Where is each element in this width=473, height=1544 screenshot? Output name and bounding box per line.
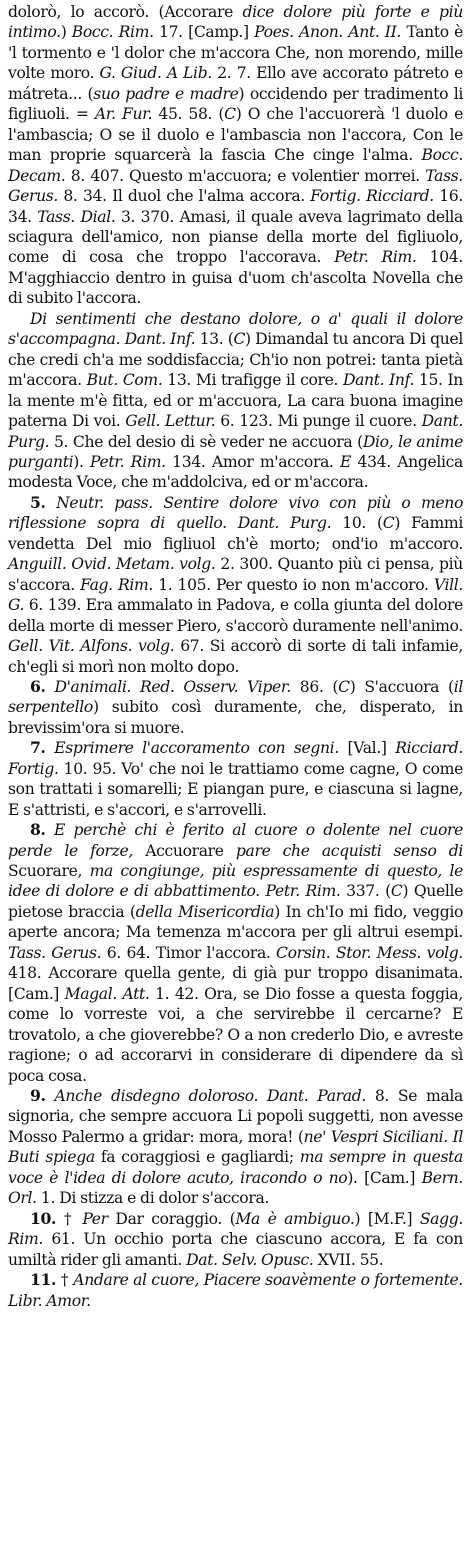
text-run: 2. 7. Ello ave accorato pátreto e mátreta... (: [8, 64, 463, 103]
italic-run: Dant. Purg.: [8, 412, 463, 451]
text-run: 61. Un occhio porta che ciascuno accora, E fa con umiltà rider gli amanti.: [8, 1230, 463, 1269]
text-run: 1. 105. Per questo io non m'accoro.: [153, 575, 434, 594]
text-run: 2. 300. Quanto più ci pensa, più s'accora.: [8, 555, 463, 594]
italic-run: Tass. Dial.: [37, 207, 116, 226]
italic-run: ne' Vespri Siciliani. Il Buti spiega: [8, 1127, 464, 1167]
text-run: XVII. 55.: [313, 1250, 384, 1269]
italic-run: Per: [82, 1209, 108, 1228]
italic-run: pare che acquisti senso di: [235, 841, 463, 860]
text-run: 434. Angelica modesta Voce, che m'addolciva, ed or m'accora.: [8, 452, 463, 492]
text-run: 13. Mi trafigge il core.: [162, 371, 343, 390]
italic-run: Anche disdegno doloroso. Dant. Parad.: [54, 1087, 366, 1106]
text-run: 337. (: [340, 882, 391, 901]
sense-number: 6.: [30, 676, 46, 696]
text-run: 8. Se mala signoria, che sempre accuora Li popoli suggetti, non avesse Mosso Palermo a gridar: mora, mora! (: [8, 1087, 463, 1146]
text-run: 1. Di stizza e di dolor s'accora.: [36, 1189, 269, 1208]
italic-run: ma congiunge, più espressamente di questo, le idee di dolore e di abbattimento. Petr. Rim.: [8, 862, 463, 901]
italic-run: Anguill. Ovid. Metam. volg.: [8, 555, 216, 574]
sense-number: 10.: [30, 1208, 57, 1228]
italic-run: C: [338, 677, 350, 696]
text-run: 104. M'agghiaccio dentro in guisa d'uom ch'ascolta Novella che di subito l'accora.: [8, 248, 463, 308]
italic-run: E perchè chi è ferito al cuore o dolente nel cuore perde le forze,: [8, 821, 463, 860]
text-run: 418. Accorare quella gente, di già pur troppo disanimata. [Cam.]: [8, 964, 463, 1003]
text-run: fa coraggiosi e gagliardi;: [94, 1148, 300, 1167]
text-run: dolorò, lo accorò. (Accorare: [8, 3, 243, 21]
text-run: ) occidendo per tradimento li figliuoli. =: [8, 84, 463, 124]
entry-paragraph: [8, 309, 463, 493]
italic-run: Vill. G.: [8, 575, 463, 615]
text-run: [Val.]: [338, 739, 396, 758]
italic-run: D'animali. Red. Osserv. Viper.: [54, 677, 291, 696]
text-run: ) O che l'accuorerà 'l duolo e l'ambascia; O se il duolo e l'ambascia non l'accora, Con le man proprie squarcerà la fascia Che cinge l'alma.: [8, 105, 463, 165]
italic-run: C: [390, 882, 403, 901]
sense-number: 7.: [30, 738, 46, 758]
text-run: Dar coraggio. (: [107, 1209, 236, 1228]
text-run: ) In ch'Io mi fido, veggio aperte ancora; Ma temenza m'accora per gli altrui esempi.: [8, 902, 463, 942]
text-run: Scuorare,: [8, 862, 90, 881]
italic-run: Petr. Rim.: [90, 452, 166, 471]
text-run: 134. Amor m'accora.: [165, 452, 341, 471]
italic-run: Gell. Lettur.: [125, 412, 216, 431]
text-run: 8. 34. Il duol che l'alma accora.: [58, 187, 311, 206]
italic-run: Sagg. Rim.: [8, 1209, 463, 1249]
sense-paragraph: [8, 677, 463, 738]
text-run: †: [60, 1271, 74, 1290]
text-run: 10. (: [331, 514, 383, 533]
text-run: 6. 123. Mi punge il cuore.: [215, 412, 422, 431]
sense-paragraph: [8, 493, 463, 677]
text-run: ) [M.F.]: [354, 1209, 420, 1228]
italic-run: Dio, le anime purganti: [8, 432, 463, 471]
sense-paragraph: [8, 1209, 463, 1270]
italic-run: Dat. Selv. Opusc.: [186, 1250, 314, 1269]
italic-run: Di sentimenti che destano dolore, o a' quali il dolore s'accompagna. Dant. Inf.: [8, 309, 463, 349]
text-run: 15. In la mente m'è fitta, ed or m'accuora, La cara buona imagine paterna Di voi.: [8, 371, 464, 431]
text-run: ): [60, 23, 72, 42]
italic-run: Tass. Gerus.: [8, 943, 102, 962]
text-run: 6. 139. Era ammalato in Padova, e colla giunta del dolore della morte di messer Piero, s'accorò duramente nell'animo.: [8, 596, 463, 635]
italic-run: Fortig. Ricciard.: [310, 187, 434, 206]
text-run: 13. (: [195, 330, 234, 349]
text-run: 86. (: [290, 677, 339, 696]
italic-run: C: [382, 514, 395, 533]
text-run: ) subito così duramente, che, disperato, in brevissim'ora si muore.: [8, 698, 463, 737]
italic-run: Neutr. pass. Sentire dolore vivo con più o meno riflessione sopra di quello. Dant. Purg.: [8, 493, 463, 533]
italic-run: Tass. Gerus.: [8, 166, 463, 206]
italic-run: Corsin. Stor. Mess. volg.: [276, 943, 463, 962]
sense-paragraph: [8, 1086, 463, 1209]
text-run: ) Dimandal tu ancora Di quel che credi ch'a me soddisfaccia; Ch'io non potrei: tanta pietà m'accora.: [8, 330, 463, 390]
italic-run: Ar. Fur.: [94, 105, 153, 124]
sense-number: 9.: [30, 1086, 46, 1106]
text-run: Accuorare: [133, 841, 236, 860]
text-run: 10. 95. Vo' che noi le trattiamo come cagne, O come son trattati i somarelli; E piangan pure, e ciascuna si lagne, E s'attristi, e s'accori, e s'arrovelli.: [8, 759, 463, 819]
text-run: Tanto è 'l tormento e 'l dolor che m'accora Che, non morendo, mille volte moro.: [8, 23, 463, 83]
italic-run: C: [224, 105, 236, 124]
sense-number: 5.: [30, 492, 46, 512]
italic-run: Bocc. Decam.: [8, 146, 463, 185]
italic-run: Gell. Vit. Alfons. volg.: [8, 637, 175, 656]
italic-run: Bern. Orl.: [8, 1168, 463, 1208]
text-run: 1. 42. Ora, se Dio fosse a questa foggia, come lo vorreste voi, a che servirebbe il cercarne? E trovatolo, a che gioverebbe? O a non crederlo Dio, e avreste ragione; o ad accorarvi in considerare di dipendere da sì poca cosa.: [8, 984, 463, 1085]
italic-run: Bocc. Rim.: [71, 23, 154, 42]
italic-run: il serpentello: [8, 677, 463, 717]
text-run: ) Quelle pietose braccia (: [8, 882, 463, 921]
text-run: ).: [73, 452, 91, 471]
italic-run: Magal. Att.: [64, 984, 150, 1003]
italic-run: dice dolore più forte e più intimo.: [8, 3, 463, 42]
text-run: 67. Si accorò di sorte di tali infamie, ch'egli si morì non molto dopo.: [8, 637, 463, 676]
text-run: 8. 407. Questo m'accuora; e volentier morrei.: [65, 166, 426, 185]
italic-run: But. Com.: [86, 371, 163, 390]
text-run: ) Fammi vendetta Del mio figliuol ch'è morto; ond'io m'accoro.: [8, 514, 463, 553]
italic-run: Ricciard. Fortig.: [8, 739, 463, 778]
italic-run: G. Giud. A Lib.: [99, 64, 212, 83]
italic-run: Fag. Rim.: [80, 575, 154, 594]
sense-number: 11.: [30, 1270, 57, 1290]
italic-run: Poes. Anon. Ant. II.: [254, 23, 402, 42]
text-run: 17. [Camp.]: [153, 23, 255, 42]
text-run: ). [Cam.]: [347, 1168, 422, 1187]
text-run: †: [63, 1209, 83, 1228]
italic-run: Esprimere l'accoramento con segni.: [54, 739, 339, 758]
sense-number: 8.: [30, 820, 46, 840]
italic-run: Dant. Inf.: [342, 371, 415, 390]
text-run: 3. 370. Amasi, il quale aveva lagrimato della sciagura dell'amico, non pianse della morte del figliuolo, come di cosa che troppo l'accorava.: [8, 207, 463, 267]
italic-run: suo padre e madre: [93, 84, 239, 103]
text-run: 45. 58. (: [152, 105, 225, 124]
italic-run: E: [340, 452, 352, 471]
text-run: ) S'accuora (: [349, 677, 454, 696]
italic-run: Andare al cuore, Piacere soavèmente o fortemente. Libr. Amor.: [8, 1271, 463, 1310]
sense-paragraph: [8, 820, 463, 1086]
text-run: 16. 34.: [8, 187, 463, 226]
sense-paragraph: [8, 1270, 463, 1311]
text-run: 5. Che del desio di sè veder ne accuora (: [49, 432, 363, 451]
text-run: 6. 64. Timor l'accora.: [101, 943, 277, 962]
sense-paragraph: [8, 738, 463, 820]
italic-run: ma sempre in questa voce è l'idea di dolore acuto, iracondo o no: [8, 1148, 464, 1187]
italic-run: della Misericordia: [135, 902, 275, 921]
italic-run: Ma è ambiguo.: [235, 1209, 355, 1228]
italic-run: C: [233, 330, 246, 349]
italic-run: Petr. Rim.: [334, 248, 417, 267]
entry-paragraph: [8, 2, 463, 309]
